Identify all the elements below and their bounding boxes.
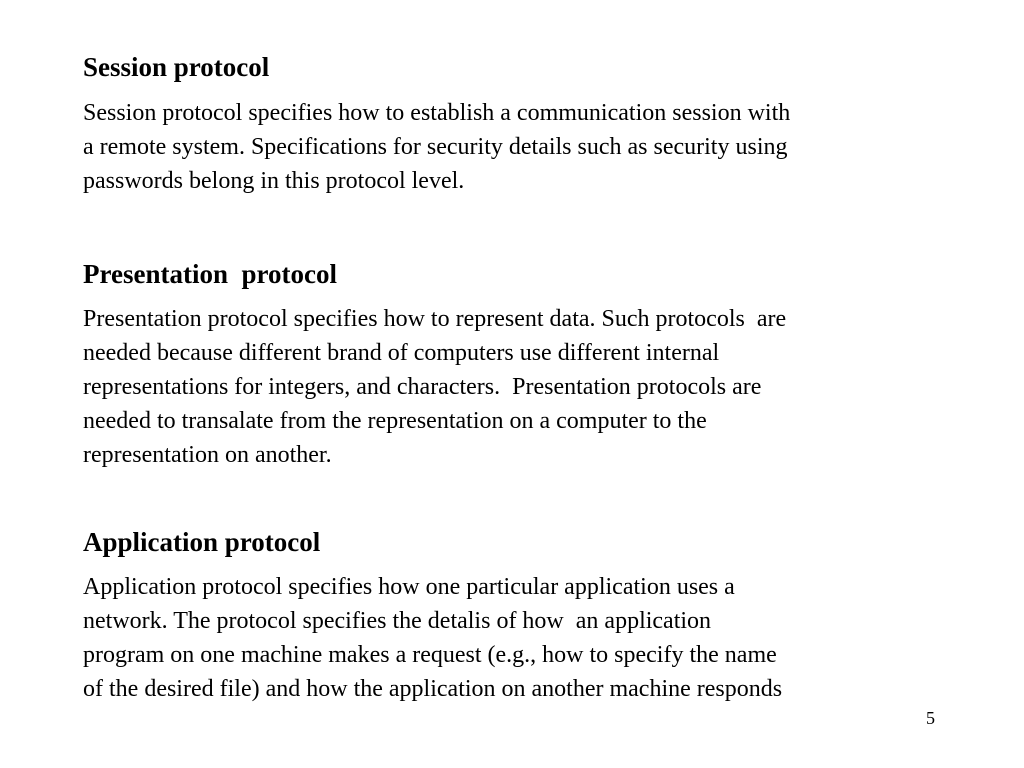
paragraph-line: network. The protocol specifies the detalis of how an application — [83, 608, 712, 634]
section-heading-presentation-protocol: Presentation protocol — [83, 259, 337, 289]
page-number: 5 — [926, 708, 935, 728]
section-body-presentation-protocol — [83, 302, 786, 472]
section-heading-application-protocol: Application protocol — [83, 527, 321, 557]
paragraph-line: Application protocol specifies how one particular application uses a — [83, 574, 735, 600]
section-heading-session-protocol: Session protocol — [83, 52, 270, 82]
paragraph-line: needed to transalate from the representation on a computer to the — [83, 408, 707, 434]
paragraph-line: Presentation protocol specifies how to represent data. Such protocols are — [83, 306, 787, 332]
paragraph-line: program on one machine makes a request (e.g., how to specify the name — [83, 642, 777, 668]
paragraph-line: representation on another. — [83, 442, 332, 468]
section-body-session-protocol — [83, 96, 790, 198]
paragraph-line: a remote system. Specifications for security details such as security using — [83, 134, 788, 160]
paragraph-line: of the desired file) and how the application on another machine responds — [83, 676, 783, 702]
paragraph-line: Session protocol specifies how to establish a communication session with — [83, 100, 791, 126]
section-body-application-protocol — [83, 570, 782, 706]
paragraph-line: needed because different brand of computers use different internal — [83, 340, 720, 366]
paragraph-line: representations for integers, and characters. Presentation protocols are — [83, 374, 762, 400]
paragraph-line: passwords belong in this protocol level. — [83, 168, 465, 194]
